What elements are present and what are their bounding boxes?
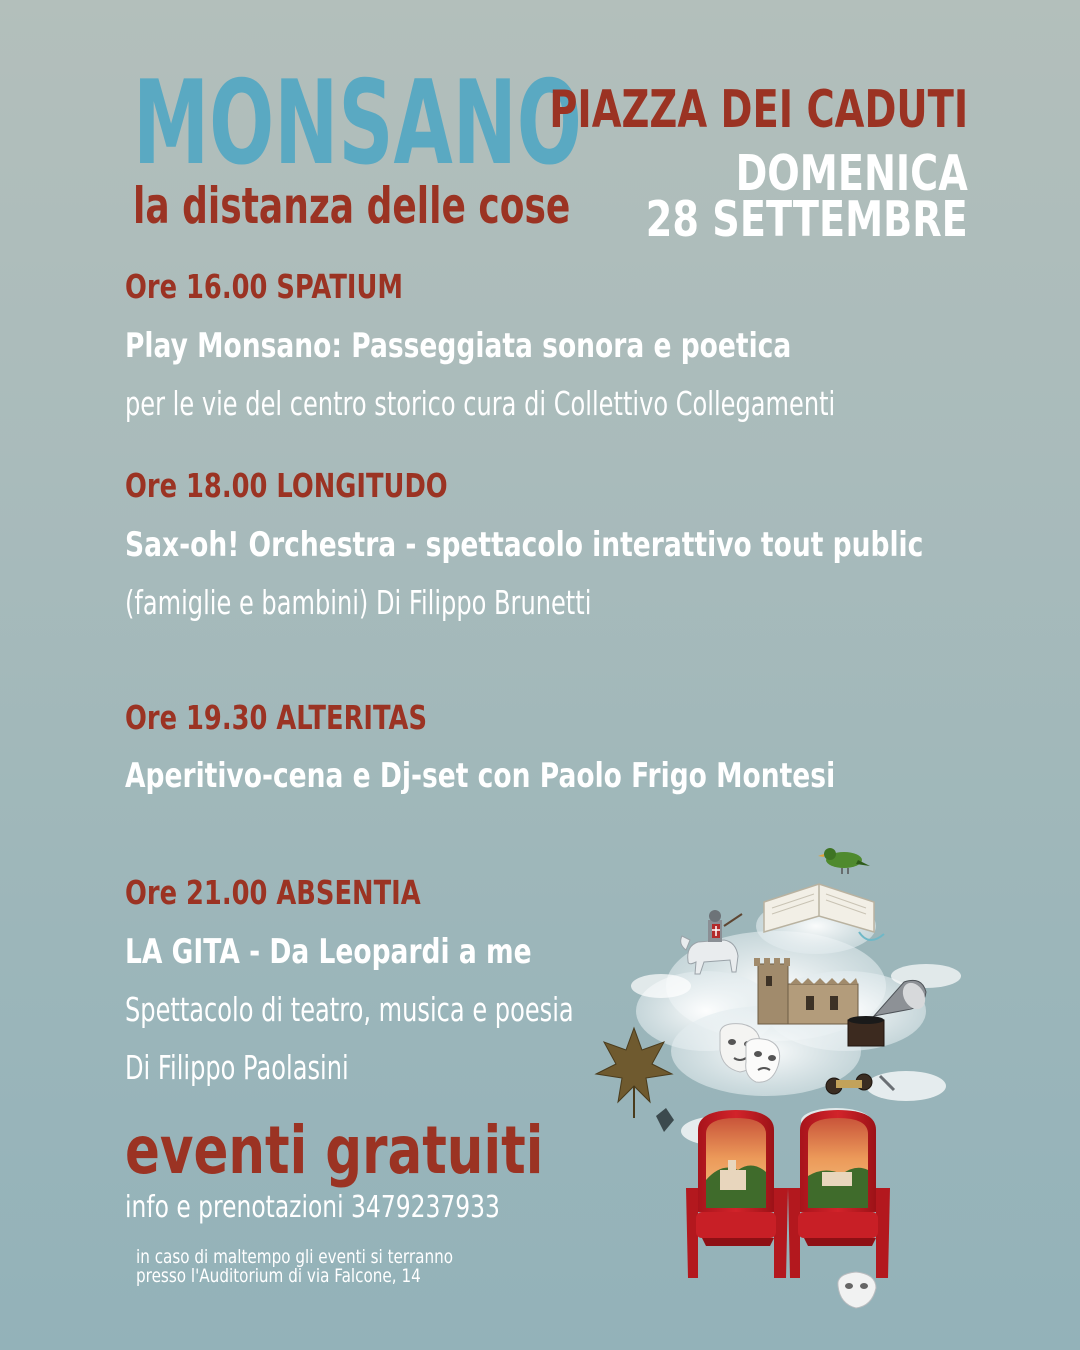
event-2-description: (famiglie e bambini) Di Filippo Brunetti xyxy=(125,583,592,622)
event-4-description-line2: Di Filippo Paolasini xyxy=(125,1048,349,1087)
venue-name: PIAZZA DEI CADUTI xyxy=(548,80,968,140)
weather-note xyxy=(136,1248,453,1286)
event-day-date: 28 SETTEMBRE xyxy=(646,191,968,248)
event-4-description-line1: Spettacolo di teatro, musica e poesia xyxy=(125,990,574,1029)
event-3-time: Ore 19.30 ALTERITAS xyxy=(125,698,427,737)
event-4-title: LA GITA - Da Leopardi a me xyxy=(125,932,532,972)
event-4-time: Ore 21.00 ABSENTIA xyxy=(125,873,421,912)
landscape-village-icon xyxy=(720,1170,746,1190)
green-bird-icon xyxy=(818,848,870,874)
booking-info: info e prenotazioni 3479237933 xyxy=(125,1190,500,1225)
small-mask-icon xyxy=(838,1272,876,1308)
town-title: MONSANO xyxy=(133,56,582,191)
event-2-title: Sax-oh! Orchestra - spettacolo interattivo tout public xyxy=(125,525,924,565)
surreal-theatre-illustration xyxy=(586,836,976,1316)
event-date xyxy=(646,145,968,248)
event-day: DOMENICA xyxy=(735,145,968,202)
weather-note-line2: presso l'Auditorium di via Falcone, 14 xyxy=(136,1265,421,1287)
event-1-title: Play Monsano: Passeggiata sonora e poetica xyxy=(125,326,792,366)
event-3-title: Aperitivo-cena e Dj-set con Paolo Frigo Montesi xyxy=(125,756,836,796)
event-subtitle: la distanza delle cose xyxy=(133,177,571,235)
weather-note-line1: in caso di maltempo gli eventi si terranno xyxy=(136,1246,454,1268)
red-theatre-seats-icon xyxy=(686,1110,890,1278)
autumn-leaf-icon xyxy=(596,1028,674,1132)
free-events-label: eventi gratuiti xyxy=(125,1112,544,1189)
event-1-description: per le vie del centro storico cura di Collettivo Collegamenti xyxy=(125,384,836,423)
event-2-time: Ore 18.00 LONGITUDO xyxy=(125,466,448,505)
event-1-time: Ore 16.00 SPATIUM xyxy=(125,267,403,306)
